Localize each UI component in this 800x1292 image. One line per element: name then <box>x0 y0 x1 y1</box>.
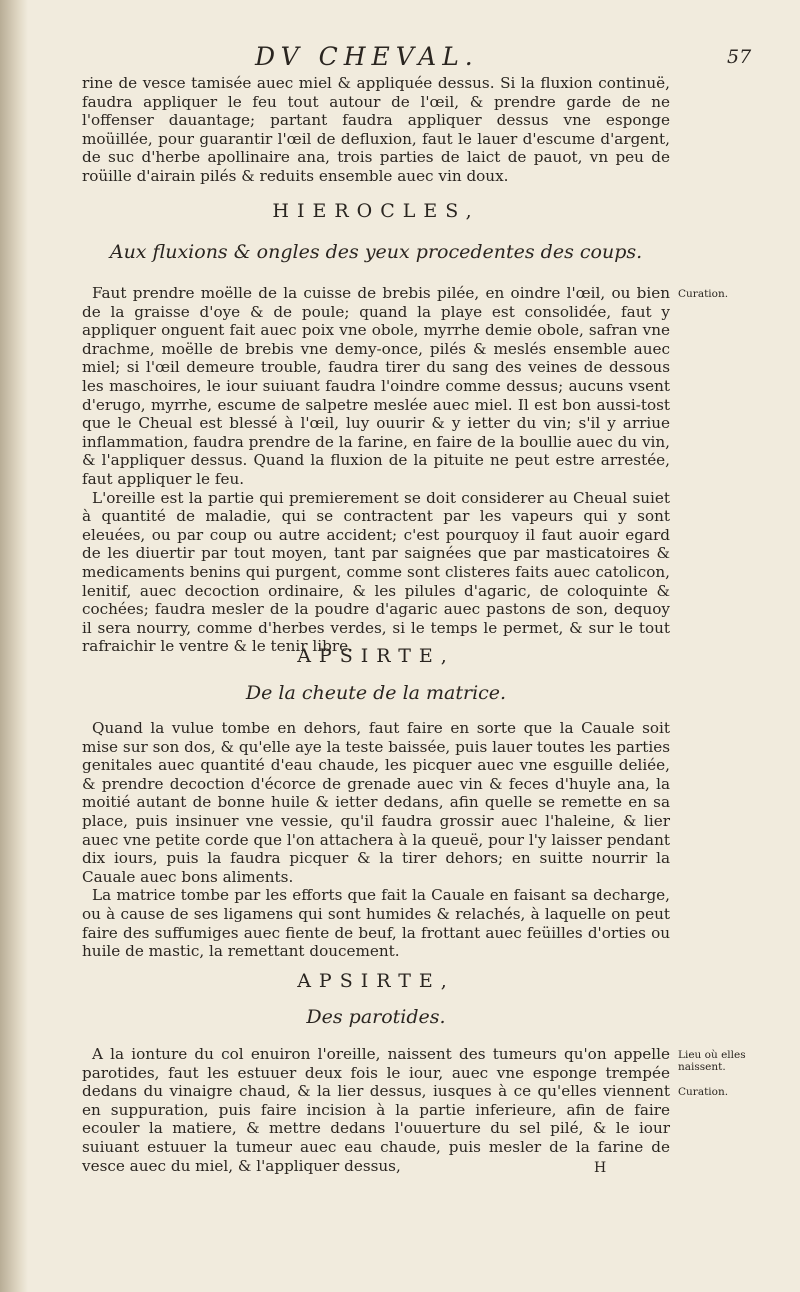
section-subtitle-fluxions: Aux fluxions & ongles des yeux procedentes des coups. <box>109 241 643 263</box>
page-number: 57 <box>727 46 752 68</box>
section-author-apsirte-2: APSIRTE, <box>297 970 455 992</box>
section-body-parotides <box>82 1045 670 1175</box>
page-header <box>0 40 800 70</box>
section-body-fluxions <box>82 284 670 656</box>
section-subtitle-matrice: De la cheute de la matrice. <box>245 682 507 704</box>
signature-mark: H <box>594 1160 607 1176</box>
section-author-hierocles: HIEROCLES, <box>272 200 480 222</box>
section-author-apsirte: APSIRTE, <box>297 645 455 667</box>
paragraph: La matrice tombe par les efforts que fait la Cauale en faisant sa decharge, ou à cause de ses ligamens qui sont humides & relachés, à laquelle on peut faire des suffumiges auec fiente de beuf, la frottant auec feüilles d'orties ou huile de mastic, la remettant doucement. <box>82 886 670 961</box>
paragraph: Faut prendre moëlle de la cuisse de brebis pilée, en oindre l'œil, ou bien de la graisse d'oye & de poule; quand la playe est consolidée, faut y appliquer onguent fait auec poix vne obole, myrrhe demie obole, safran vne drachme, moëlle de brebis vne demy-once, pilés & meslés ensemble auec miel; si l'œil demeure trouble, faudra tirer du sang des veines de dessous les maschoires, le iour suiuant faudra l'oindre comme dessus; aucuns vsent d'erugo, myrrhe, escume de salpetre meslée auec miel. Il est bon aussi-tost que le Cheual est blessé à l'œil, luy ouurir & y ietter du vin; s'il y arriue inflammation, faudra prendre de la farine, en faire de la boullie auec du vin, & l'appliquer dessus. Quand la fluxion de la pituite ne peut estre arrestée, faut appliquer le feu. <box>82 284 670 488</box>
paragraph: Quand la vulue tombe en dehors, faut faire en sorte que la Cauale soit mise sur son dos, & qu'elle aye la teste baissée, puis lauer toutes les parties genitales auec quantité d'eau chaude, les picquer auec vne esguille deliée, & prendre decoction d'écorce de grenade auec vin & feces d'huyle ana, la moitié autant de bonne huile & ietter dedans, afin quelle se remette en sa place, puis insinuer vne vessie, qu'il faudra grossir auec l'haleine, & lier auec vne petite corde que l'on attachera à la queuë, pour l'y laisser pendant dix iours, puis la faudra picquer & la tirer dehors; en suitte nourrir la Cauale auec bons aliments. <box>82 719 670 886</box>
section-subtitle-parotides: Des parotides. <box>306 1006 446 1028</box>
margin-note-curation-2: Curation. <box>678 1086 729 1098</box>
margin-note-lieu: Lieu où elles naissent. <box>678 1049 746 1073</box>
margin-note-curation: Curation. <box>678 288 729 300</box>
opening-paragraph-block <box>82 74 670 186</box>
running-title: DV CHEVAL. <box>255 42 479 71</box>
paragraph: A la ionture du col enuiron l'oreille, naissent des tumeurs qu'on appelle parotides, faut les estuuer deux fois le iour, auec vne esponge trempée dedans du vinaigre chaud, & la lier dessus, iusques à ce qu'elles viennent en suppuration, puis faire incision à la partie inferieure, afin de faire ecouler la matiere, & mettre dedans l'ouuerture du sel pilé, & le iour suiuant estuuer la tumeur auec eau chaude, puis mesler de la farine de vesce auec du miel, & l'appliquer dessus, <box>82 1045 670 1175</box>
paragraph: L'oreille est la partie qui premierement se doit considerer au Cheual suiet à quantité de maladie, qui se contractent par les vapeurs qui y sont eleuées, ou par coup ou autre accident; c'est pourquoy il faut auoir egard de les diuertir par tout moyen, tant par saignées que par masticatoires & medicaments benins qui purgent, comme sont clisteres faits auec catolicon, lenitif, auec decoction ordinaire, & les pilules d'agaric, de coloquinte & cochées; faudra mesler de la poudre d'agaric auec pastons de son, dequoy il sera nourry, comme d'herbes verdes, si le temps le permet, & sur le tout rafraichir le ventre & le tenir libre. <box>82 488 670 656</box>
paragraph: rine de vesce tamisée auec miel & appliquée dessus. Si la fluxion continuë, faudra appliquer le feu tout autour de l'œil, & prendre garde de ne l'offenser dauantage; partant faudra appliquer dessus vne esponge moüillée, pour guarantir l'œil de defluxion, faut le lauer d'escume d'argent, de suc d'herbe apollinaire ana, trois parties de laict de pauot, vn peu de roüille d'airain pilés & reduits ensemble auec vin doux. <box>82 74 670 185</box>
page-binding-shadow <box>0 0 28 1292</box>
section-body-matrice <box>82 719 670 961</box>
